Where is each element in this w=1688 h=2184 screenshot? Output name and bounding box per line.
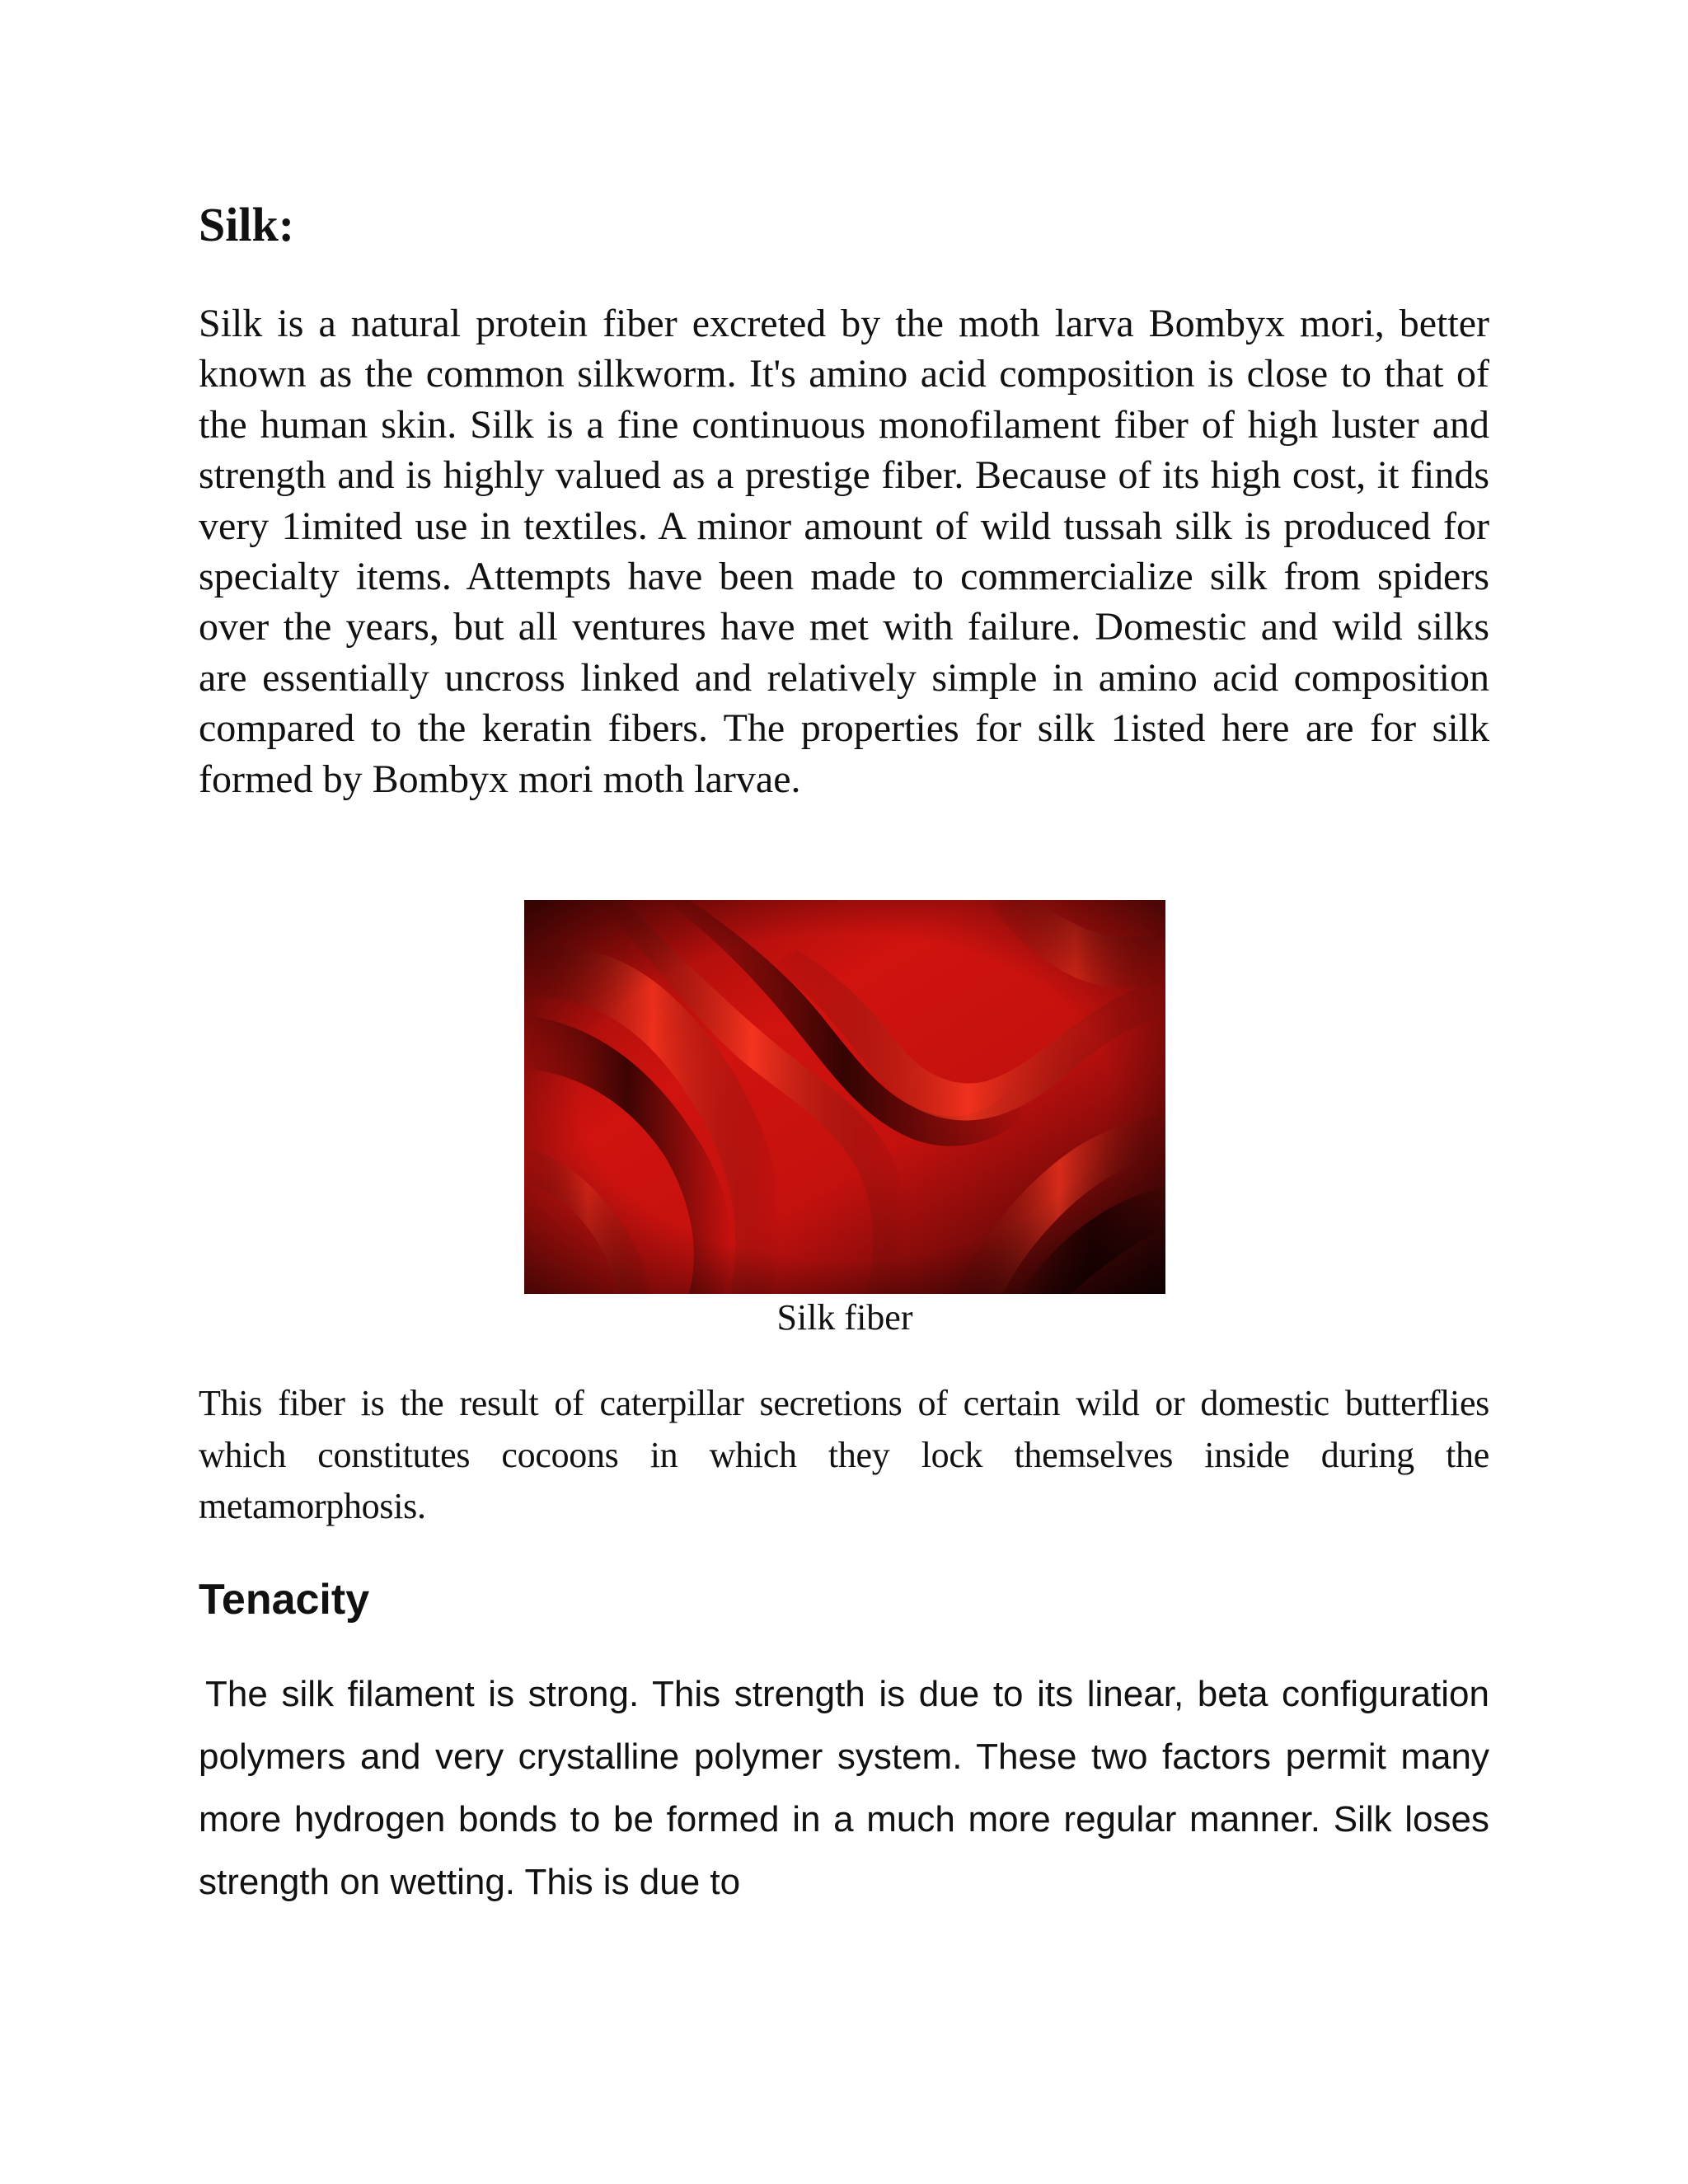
page-title: Silk: [199,198,295,251]
silk-fabric-image [524,900,1165,1294]
tenacity-paragraph: The silk filament is strong. This strength is due to its linear, beta configuration polymers and very crystalline polymer system. These two factors permit many more hydrogen bonds to be formed in a much more regular manner. Silk loses strength on wetting. This is due to [199,1674,1489,1902]
intro-paragraph: Silk is a natural protein fiber excreted by the moth larva Bombyx mori, better known as the common silkworm. It's amino acid composition is close to that of the human skin. Silk is a fine continuous monofilament fiber of high luster and strength and is highly valued as a prestige fiber. Because of its high cost, it finds very 1imited use in textiles. A minor amount of wild tussah silk is produced for specialty items. Attempts have been made to commercialize silk from spiders over the years, but all ventures have met with failure. Domestic and wild silks are essentially uncross linked and relatively simple in amino acid composition compared to the keratin fibers. The properties for silk 1isted here are for silk formed by Bombyx mori moth larvae. [199,302,1489,801]
section-heading-tenacity: Tenacity [199,1576,370,1624]
figure-caption: Silk fiber [776,1297,913,1338]
silk-fabric-illustration [524,900,1165,1294]
fiber-paragraph: This fiber is the result of caterpillar secretions of certain wild or domestic butterflies which constitutes cocoons in which they lock themselves inside during the metamorphosis. [199,1383,1489,1526]
